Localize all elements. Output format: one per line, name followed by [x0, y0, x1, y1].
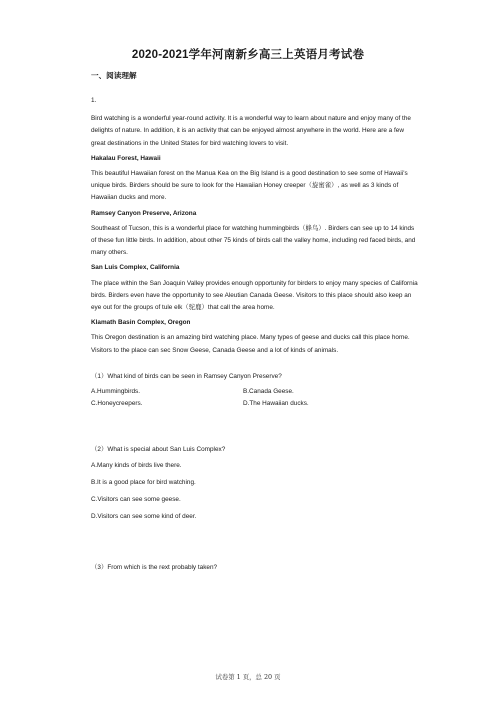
question-prompt: （3）From which is the rext probably taken? [91, 564, 218, 572]
question-prompt: （1）What kind of birds can be seen in Ramsey Canyon Preserve? [91, 372, 282, 380]
answer-option[interactable]: D.Visitors can see some kind of deer. [91, 513, 197, 521]
answer-options [91, 386, 419, 410]
location-text: Southeast of Tucson, this is a wonderful place for watching hummingbirds（蜂鸟）. Birders can see up to 14 kinds of these fun little birds. In addition, about other 75 kinds of birds call the valley home, including red faced birds, and many others. [91, 224, 416, 257]
reading-passage [91, 95, 419, 578]
answer-option[interactable]: C.Visitors can see some geese. [91, 496, 181, 504]
page-title: 2020-2021学年河南新乡高三上英语月考试卷 [131, 49, 365, 61]
location-heading: San Luis Complex, California [91, 264, 180, 272]
answer-option[interactable]: D.The Hawaiian ducks. [243, 400, 309, 408]
answer-option[interactable]: B.It is a good place for bird watching. [91, 478, 196, 486]
location-heading: Hakalau Forest, Hawaii [91, 154, 161, 162]
page-footer: 试卷第 1 页，总 20 页 [215, 673, 281, 681]
answer-option[interactable]: A.Hummingbirds. [91, 388, 141, 396]
location-text: This Oregon destination is an amazing bird watching place. Many types of geese and ducks call this place home. Visitors to the place can sec Snow Geese, Canada Geese and a lot of kinds of animals. [91, 334, 410, 354]
answer-option[interactable]: A.Many kinds of birds live there. [91, 461, 182, 469]
location-text: This beautiful Hawaiian forest on the Manua Kea on the Big Island is a good destination to see some of Hawaii's unique birds. Birders should be sure to look for the Hawaiian Honey creeper（旋蜜雀）, as well as 3 kinds of Hawaiian ducks and more. [91, 170, 408, 202]
question-prompt: （2）What is special about San Luis Complex? [91, 446, 226, 454]
location-heading: Klamath Basin Complex, Oregon [91, 319, 191, 327]
location-text: The place within the San Joaquin Valley provides enough opportunity for birders to enjoy many species of California birds. Birders even have the opportunity to see Aleutian Canada Geese. Visitors to this place should also keep an eye out for the groups of tule elk（驼鹿）that call the area home. [91, 279, 418, 312]
question-number: 1. [91, 97, 97, 104]
intro-paragraph: Bird watching is a wonderful year-round activity. It is a wonderful way to learn about nature and enjoy many of the delights of nature. In addition, it is an activity that can be enjoyed almost anywhere in the world. Here are a few great destinations in the United States for bird watching lovers to visit. [91, 115, 411, 147]
answer-option[interactable]: C.Honeycreepers. [91, 400, 143, 408]
location-heading: Ramsey Canyon Preserve, Arizona [91, 209, 197, 217]
answer-option[interactable]: B.Canada Geese. [243, 388, 294, 396]
section-heading: 一、阅读理解 [91, 71, 137, 80]
